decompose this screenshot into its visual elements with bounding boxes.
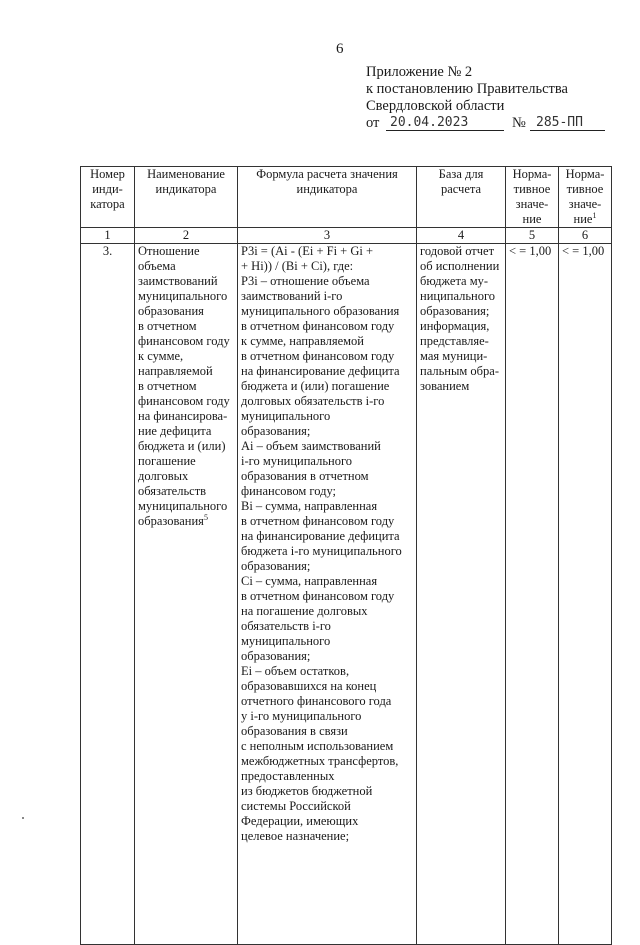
indicator-table: [80, 166, 612, 945]
column-number: 3: [238, 228, 417, 244]
column-number: 1: [81, 228, 135, 244]
header-normative-value: Норма- тивное значе- ние: [506, 167, 559, 228]
indicator-number: 3.: [81, 244, 135, 945]
footnote-mark-1: 1: [592, 210, 597, 220]
table-header-row: [81, 167, 612, 228]
column-number-row: [81, 228, 612, 244]
column-number: 6: [559, 228, 612, 244]
scan-speck: [22, 817, 24, 819]
appendix-region: Свердловской области: [366, 98, 505, 114]
header-normative-value-2-text: Норма- тивное значе- ние: [565, 167, 605, 226]
column-number: 2: [135, 228, 238, 244]
indicator-name: [135, 244, 238, 945]
column-number: 4: [417, 228, 506, 244]
decree-date: 20.04.2023: [390, 115, 469, 130]
indicator-formula: Р3i = (Аi - (Еi + Fi + Gi + + Нi)) / (Вi + Сi), где: Р3i – отношение объема заимствований i-го муниципального образования в отчетном финансовом году к сумме, направляемой в отчетном финансовом году на финансирование дефицита бюджета и (или) погашение долговых обязательств i-го муниципального образования; Аi – объем заимствований i-го муниципального образования в отчетном финансовом году; Вi – сумма, направленная в отчетном финансовом году на финансирование дефицита бюджета i-го муниципального образования; Сi – сумма, направленная в отчетном финансовом году на погашение долговых обязательств i-го муниципального образования; Еi – объем остатков, образовавшихся на конец отчетного финансового года у i-го муниципального образования в связи с неполным использованием межбюджетных трансфертов, предоставленных из бюджетов бюджетной системы Российской Федерации, имеющих целевое назначение;: [238, 244, 417, 945]
footnote-mark-5: 5: [203, 512, 208, 522]
appendix-header: [366, 64, 583, 132]
decree-date-number: [366, 115, 583, 132]
appendix-decree-ref: к постановлению Правительства: [366, 81, 568, 97]
indicator-normative-value: < = 1,00: [506, 244, 559, 945]
header-indicator-name: Наименование индикатора: [135, 167, 238, 228]
date-underline: [386, 130, 504, 131]
appendix-title: Приложение № 2: [366, 64, 473, 80]
number-underline: [530, 130, 605, 131]
column-number: 5: [506, 228, 559, 244]
header-normative-value-2: [559, 167, 612, 228]
indicator-normative-value-2: < = 1,00: [559, 244, 612, 945]
decree-number: 285-ПП: [536, 115, 583, 130]
table-row: [81, 244, 612, 945]
page-number: 6: [336, 41, 344, 57]
header-indicator-number: Номер инди- катора: [81, 167, 135, 228]
indicator-name-text: Отношение объема заимствований муниципального образования в отчетном финансовом году к сумме, направляемой в отчетном финансовом году на финансирова- ние дефицита бюджета и (или) погашение долговых обязательств муниципального образования: [138, 244, 230, 528]
header-formula: Формула расчета значения индикатора: [238, 167, 417, 228]
from-label: от: [366, 115, 380, 131]
header-calculation-base: База для расчета: [417, 167, 506, 228]
number-label: №: [512, 115, 526, 131]
indicator-calculation-base: годовой отчет об исполнении бюджета му- ниципального образования; информация, представляе- мая муници- пальным обра- зованием: [417, 244, 506, 945]
